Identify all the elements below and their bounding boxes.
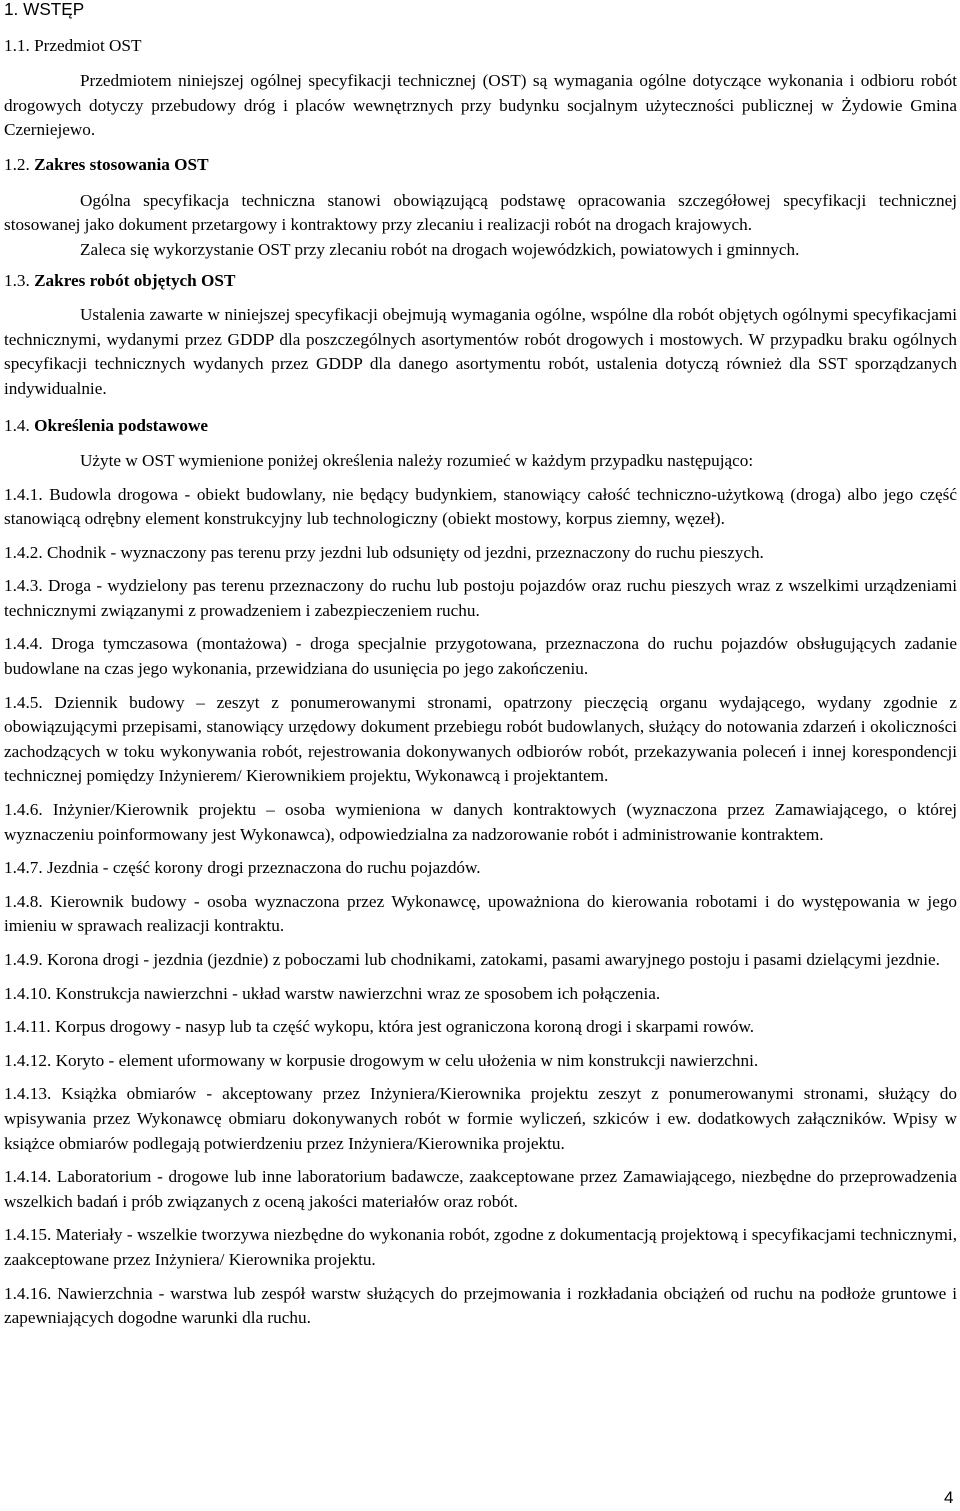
- definition-item: [4, 798, 957, 847]
- paragraph-okreslenia-intro: Użyte w OST wymienione poniżej określenia należy rozumieć w każdym przypadku następująco:: [80, 450, 754, 470]
- section-heading-wstep: 1. WSTĘP: [4, 0, 85, 19]
- subsection-heading-zakres-stosowania: [4, 153, 957, 178]
- definition-item: [4, 890, 957, 939]
- definition-number: 1.4.9.: [4, 950, 43, 969]
- definition-text: Chodnik - wyznaczony pas terenu przy jezdni lub odsunięty od jezdni, przeznaczony do ruchu pieszych.: [46, 542, 764, 562]
- subsection-heading-przedmiot: 1.1. Przedmiot OST: [4, 35, 142, 55]
- definition-item: [4, 483, 957, 532]
- definition-number: 1.4.4.: [4, 634, 43, 654]
- definition-item: [4, 982, 957, 1007]
- section-title: Zakres stosowania OST: [34, 154, 209, 174]
- definition-text: Korpus drogowy - nasyp lub ta część wykopu, która jest ograniczona koroną drogi i skarpami rowów.: [54, 1017, 755, 1037]
- definition-number: 1.4.15.: [4, 1225, 52, 1245]
- definition-text: Materiały - wszelkie tworzywa niezbędne do wykonania robót, zgodne z dokumentacją projektową i specyfikacjami technicznymi, zaakceptowane przez Inżyniera/ Kierownika projektu.: [4, 1225, 957, 1269]
- definition-number: 1.4.5.: [4, 692, 43, 712]
- document-page: [4, 0, 957, 1331]
- definition-item: [4, 632, 957, 681]
- definition-number: 1.4.8.: [4, 891, 43, 911]
- definition-text: Laboratorium - drogowe lub inne laboratorium badawcze, zaakceptowane przez Zamawiającego, niezbędne do przeprowadzenia wszelkich badań i prób związanych z oceną jakości materiałów oraz robót.: [4, 1167, 957, 1211]
- definition-text: Kierownik budowy - osoba wyznaczona przez Wykonawcę, upoważniona do kierowania robotami i do występowania w jego imieniu w sprawach realizacji kontraktu.: [4, 891, 958, 936]
- definition-text: Korona drogi - jezdnia (jezdnie) z poboczami lub chodnikami, zatokami, pasami awaryjnego postoju i pasami dzielącymi jezdnie.: [46, 950, 940, 969]
- paragraph-zakres-robot: Ustalenia zawarte w niniejszej specyfikacji obejmują wymagania ogólne, wspólne dla robót objętych ogólnymi specyfikacjami technicznymi, wydanymi przez GDDP dla poszczególnych asortymentów robót drogowych i mostowych. W przypadku braku ogólnych specyfikacji technicznych wydanych przez GDDP dla danego asortymentu robót, ustalenia dotyczą również dla SST sporządzanych indywidualnie.: [4, 304, 957, 398]
- definitions-list: [4, 483, 957, 1331]
- definition-number: 1.4.14.: [4, 1167, 52, 1187]
- section-title: Zakres robót objętych OST: [34, 271, 236, 291]
- definition-item: [4, 1082, 957, 1156]
- definition-text: Droga - wydzielony pas terenu przeznaczony do ruchu lub postoju pojazdów oraz ruchu pieszych wraz z wszelkimi urządzeniami technicznymi związanymi z prowadzeniem i zabezpieczeniem ruchu.: [4, 576, 957, 620]
- paragraph-przedmiot: Przedmiotem niniejszej ogólnej specyfikacji technicznej (OST) są wymagania ogólne dotyczące wykonania i odbioru robót drogowych dotyczy przebudowy dróg i placów wewnętrznych przy budynku socjalnym użyteczności publicznej w Żydowie Gmina Czerniejewo.: [4, 71, 957, 140]
- definition-text: Konstrukcja nawierzchni - układ warstw nawierzchni wraz ze sposobem ich połączenia.: [55, 983, 661, 1003]
- definition-text: Koryto - element uformowany w korpusie drogowym w celu ułożenia w nim konstrukcji nawierzchni.: [55, 1050, 759, 1070]
- subsection-heading-okreslenia: [4, 414, 957, 439]
- definition-number: 1.4.10.: [4, 983, 52, 1003]
- definition-text: Droga tymczasowa (montażowa) - droga specjalnie przygotowana, przeznaczona do ruchu pojazdów obsługujących zadanie budowlane na czas jego wykonania, przewidziana do usunięcia po jego zakończeniu.: [4, 634, 957, 679]
- section-number: 1.4.: [4, 416, 30, 436]
- definition-text: Inżynier/Kierownik projektu – osoba wymieniona w danych kontraktowych (wyznaczona przez Zamawiającego, o której wyznaczeniu poinformowany jest Wykonawca), odpowiedzialna za nadzorowanie robót i administrowanie kontraktem.: [4, 800, 957, 844]
- definition-item: [4, 1223, 957, 1272]
- definition-number: 1.4.12.: [4, 1050, 52, 1070]
- definition-number: 1.4.6.: [4, 800, 43, 820]
- definition-item: [4, 948, 957, 973]
- definition-text: Nawierzchnia - warstwa lub zespół warstw służących do przejmowania i rozkładania obciążeń od ruchu na podłoże gruntowe i zapewniających dogodne warunki dla ruchu.: [4, 1283, 957, 1328]
- definition-item: [4, 1165, 957, 1214]
- definition-number: 1.4.1.: [4, 484, 43, 504]
- definition-item: [4, 541, 957, 566]
- definition-item: [4, 1282, 957, 1331]
- paragraph-zakres-stosowania-1: Ogólna specyfikacja techniczna stanowi obowiązującą podstawę opracowania szczegółowej specyfikacji technicznej stosowanej jako dokument przetargowy i kontraktowy przy zlecaniu i realizacji robót na drogach krajowych.: [4, 190, 957, 235]
- page-number: 4: [944, 1488, 954, 1507]
- section-number: 1.3.: [4, 271, 30, 291]
- definition-number: 1.4.11.: [4, 1017, 51, 1037]
- definition-item: [4, 1049, 957, 1074]
- definition-item: [4, 1015, 957, 1040]
- section-number: 1.2.: [4, 154, 30, 174]
- definition-item: [4, 574, 957, 623]
- definition-item: [4, 691, 957, 789]
- definition-number: 1.4.2.: [4, 542, 43, 562]
- definition-text: Budowla drogowa - obiekt budowlany, nie będący budynkiem, stanowiący całość techniczno-użytkową (droga) albo jego część stanowiącą odrębny element konstrukcyjny lub technologiczny (obiekt mostowy, korpus ziemny, węzeł).: [4, 484, 958, 529]
- definition-text: Jezdnia - część korony drogi przeznaczona do ruchu pojazdów.: [46, 858, 481, 878]
- definition-text: Dziennik budowy – zeszyt z ponumerowanymi stronami, opatrzony pieczęcią organu wydającego, wydany zgodnie z obowiązującymi przepisami, stanowiący urzędowy dokument przebiegu robót budowlanych, służący do notowania zdarzeń i okoliczności zachodzących w toku wykonywania robót, rejestrowania dokonywanych odbiorów robót, przekazywania poleceń i innej korespondencji technicznej pomiędzy Inżynierem/ Kierownikiem projektu, Wykonawcą i projektantem.: [4, 692, 957, 786]
- definition-number: 1.4.16.: [4, 1283, 52, 1303]
- paragraph-zakres-stosowania-2: Zaleca się wykorzystanie OST przy zlecaniu robót na drogach wojewódzkich, powiatowych i gminnych.: [80, 239, 800, 259]
- definition-text: Książka obmiarów - akceptowany przez Inżyniera/Kierownika projektu zeszyt z ponumerowanymi stronami, służący do wpisywania przez Wykonawcę obmiaru dokonywanych robót w formie wyliczeń, szkiców i ew. dodatkowych załączników. Wpisy w książce obmiarów podlegają potwierdzeniu przez Inżyniera/Kierownika projektu.: [4, 1084, 957, 1153]
- subsection-heading-zakres-robot: [4, 269, 957, 294]
- definition-number: 1.4.7.: [4, 858, 43, 878]
- section-title: Określenia podstawowe: [34, 416, 209, 436]
- definition-number: 1.4.3.: [4, 576, 43, 596]
- definition-item: [4, 856, 957, 881]
- definition-number: 1.4.13.: [4, 1084, 52, 1104]
